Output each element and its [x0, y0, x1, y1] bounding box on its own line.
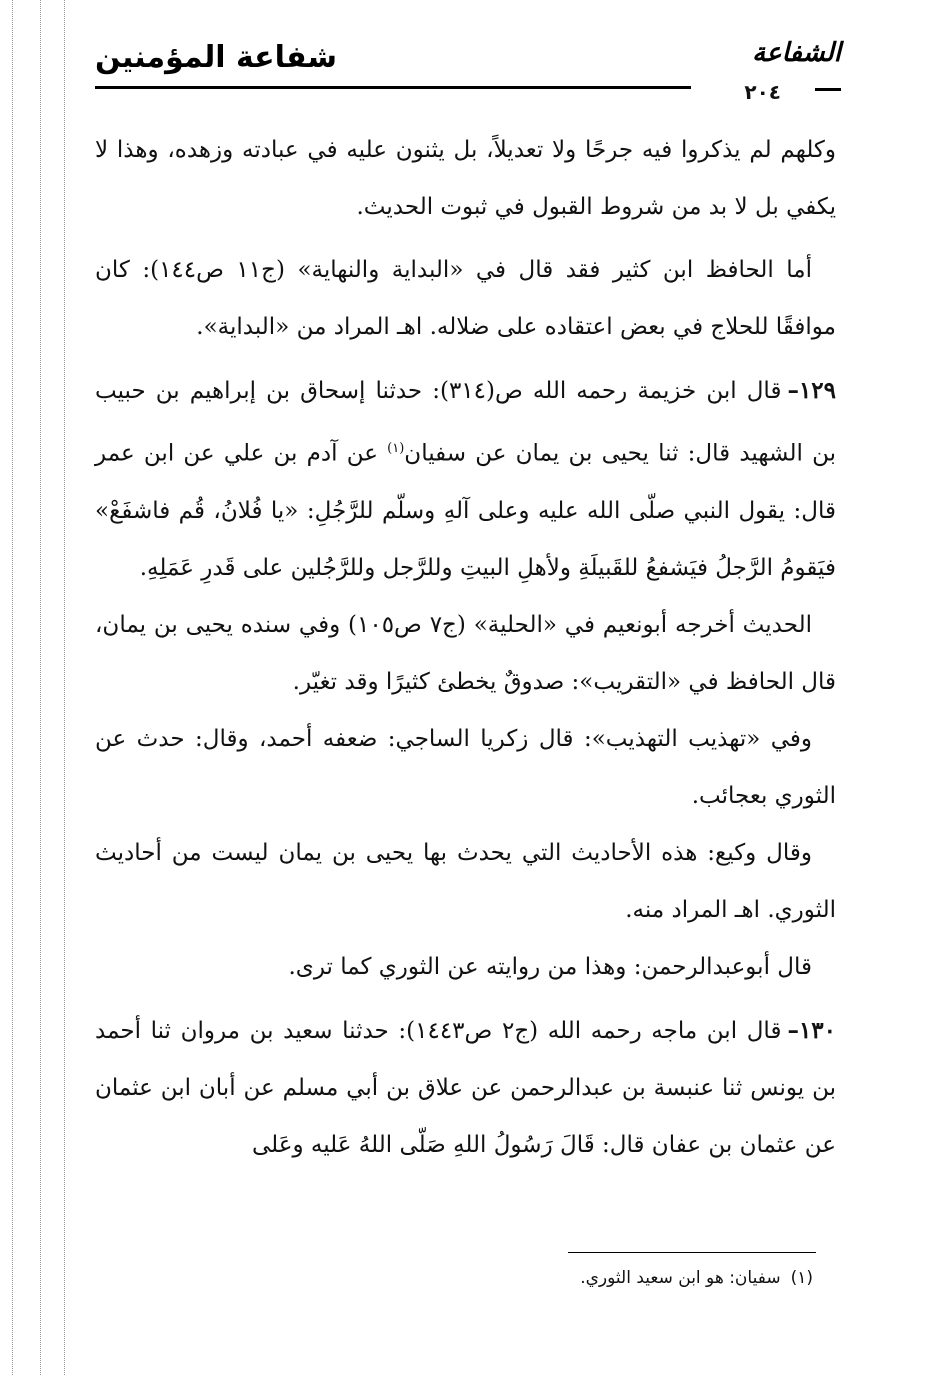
hadith-text: قال ابن خزيمة رحمه الله ص(٣١٤): حدثنا إسحاق بن إبراهيم بن حبيب بن الشهيد قال: ثنا يحيى بن يمان عن سفيان — [95, 378, 836, 467]
scan-guide-line — [64, 0, 65, 1375]
page-number: ٢٠٤ — [744, 80, 781, 104]
paragraph: وكلهم لم يذكروا فيه جرحًا ولا تعديلاً، بل يثنون عليه في عبادته وزهده، وهذا لا يكفي بل لا بد من شروط القبول في ثبوت الحديث. — [95, 137, 836, 220]
hadith-129 — [95, 362, 836, 597]
hadith-number: ١٣٠– — [787, 1016, 837, 1044]
footnote-text: سفيان: هو ابن سعيد الثوري. — [580, 1268, 781, 1288]
paragraph: قال أبوعبدالرحمن: وهذا من روايته عن الثوري كما ترى. — [288, 953, 812, 980]
hadith-text: قال ابن ماجه رحمه الله (ج٢ ص١٤٤٣): حدثنا سعيد بن مروان ثنا أحمد بن يونس ثنا عنبسة بن عبدالرحمن عن علاق بن أبي مسلم عن أبان ابن عثمان عن عثمان بن عفان قال: قَالَ رَسُولُ اللهِ صَلّى اللهُ عَليه وعَلى — [95, 1017, 836, 1158]
hadith-number: ١٢٩– — [787, 377, 836, 404]
footnote-reference: (١) — [387, 441, 405, 456]
footnote-rule — [568, 1252, 816, 1253]
paragraph: الحديث أخرجه أبونعيم في «الحلية» (ج٧ ص١٠٥) وفي سنده يحيى بن يمان، قال الحافظ في «التقريب»: صدوقٌ يخطئ كثيرًا وقد تغيّر. — [95, 611, 836, 695]
footnote-marker: (١) — [790, 1268, 813, 1288]
paragraph: وفي «تهذيب التهذيب»: قال زكريا الساجي: ضعفه أحمد، وقال: حدث عن الثوري بعجائب. — [95, 725, 836, 809]
paragraph: وقال وكيع: هذه الأحاديث التي يحدث بها يحيى بن يمان ليست من أحاديث الثوري. اهـ المراد منه. — [95, 839, 836, 923]
scan-guide-line — [40, 0, 41, 1375]
header-rule — [95, 86, 691, 89]
book-title: شفاعة المؤمنين — [95, 40, 338, 75]
paragraph: أما الحافظ ابن كثير فقد قال في «البداية والنهاية» (ج١١ ص١٤٤): كان موافقًا للحلاج في بعض اعتقاده على ضلاله. اهـ المراد من «البداية». — [95, 257, 836, 340]
hadith-130 — [95, 1002, 836, 1174]
page-header — [95, 36, 841, 106]
hadith-text: عن آدم بن علي عن ابن عمر قال: يقول النبي صلّى الله عليه وعلى آلهِ وسلّم للرَّجُلِ: «يا فُلانُ، قُم فاشفَعْ» فيَقومُ الرَّجلُ فيَشفعُ للقَبيلَةِ ولأهلِ البيتِ وللرَّجل وللرَّجُلين على قَدرِ عَمَلِهِ. — [95, 440, 836, 581]
logo-underline — [815, 88, 841, 91]
scan-guide-line — [12, 0, 13, 1375]
series-logo: الشفاعة — [752, 38, 841, 68]
footnote — [580, 1268, 813, 1288]
page-body — [95, 122, 836, 1174]
